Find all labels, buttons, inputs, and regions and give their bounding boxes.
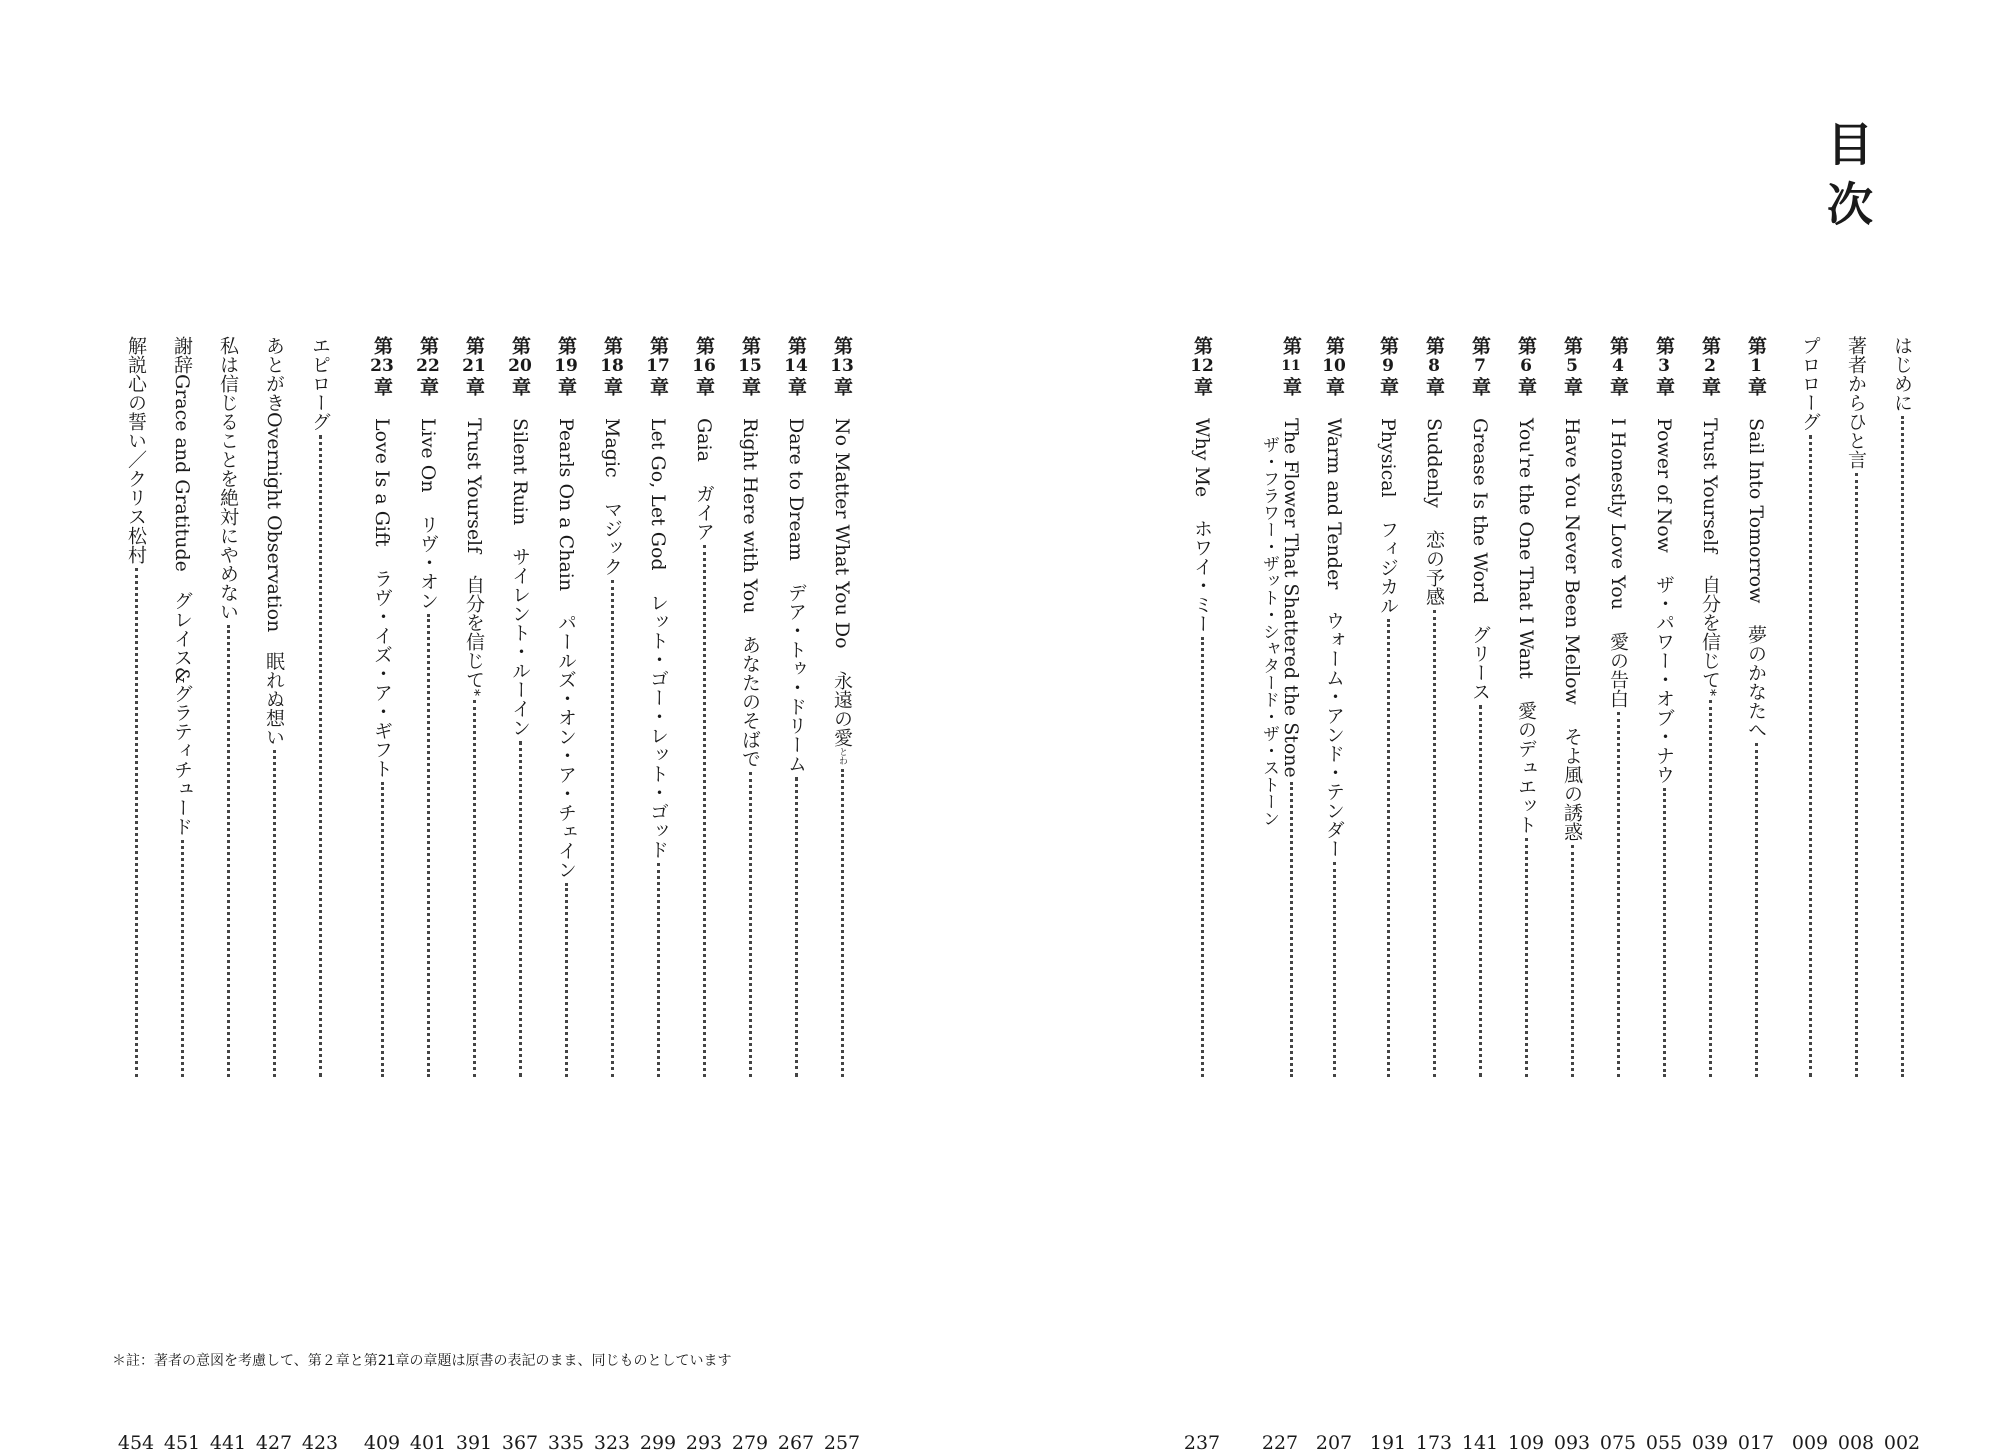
- entry-title: Magic: [601, 418, 623, 478]
- entry-title: 謝辞: [171, 336, 193, 374]
- chapter-prefix: 第: [371, 336, 393, 355]
- chapter-suffix: 章: [1323, 377, 1345, 396]
- chapter-number: 21: [462, 356, 486, 376]
- entry-subtitle: 自分を信じて: [463, 575, 485, 690]
- chapter-number: 3: [1658, 356, 1670, 376]
- chapter-number: 15: [738, 356, 762, 376]
- chapter-label: [1596, 336, 1640, 396]
- entry-subtitle: そよ風の誘惑: [1561, 726, 1583, 841]
- chapter-number: 13: [830, 356, 854, 376]
- entry-title: You're the One That I Want: [1515, 418, 1537, 679]
- dot-leader: [227, 625, 230, 1077]
- toc-entry-line: [406, 336, 450, 1081]
- chapter-number: 10: [1322, 356, 1346, 376]
- entry-subtitle: 心の誓い／クリス松村: [125, 374, 147, 564]
- dot-leader: [1201, 637, 1204, 1077]
- chapter-label: [544, 336, 588, 396]
- chapter-prefix: 第: [1191, 336, 1213, 355]
- chapter-number: 2: [1704, 356, 1716, 376]
- entry-title: Let Go, Let God: [647, 418, 669, 571]
- entry-subtitle: サイレント・ルーイン: [509, 547, 531, 738]
- entry-title: エピローグ: [309, 336, 331, 431]
- dot-leader: [1663, 788, 1666, 1077]
- toc-entry-line: [1280, 336, 1302, 1081]
- toc-entry-line: [1366, 336, 1410, 1081]
- chapter-suffix: 章: [1699, 377, 1721, 396]
- chapter-prefix: 第: [1280, 336, 1302, 355]
- chapter-label: [636, 336, 680, 396]
- chapter-number: 20: [508, 356, 532, 376]
- chapter-number: 14: [784, 356, 808, 376]
- page-number: 141: [1461, 1432, 1499, 1454]
- chapter-prefix: 第: [509, 336, 531, 355]
- entry-title: Why Me: [1191, 418, 1213, 498]
- chapter-label: [590, 336, 634, 396]
- entry-title: Pearls On a Chain: [555, 418, 577, 592]
- chapter-suffix: 章: [1515, 377, 1537, 396]
- entry-title: Power of Now: [1653, 418, 1675, 553]
- chapter-prefix: 第: [1423, 336, 1445, 355]
- chapter-suffix: 章: [1377, 377, 1399, 396]
- entry-title: プロローグ: [1799, 336, 1821, 431]
- dot-leader: [273, 750, 276, 1077]
- page-number: 391: [455, 1432, 493, 1454]
- chapter-suffix: 章: [1745, 377, 1767, 396]
- entry-subtitle: リヴ・オン: [417, 514, 439, 610]
- chapter-prefix: 第: [739, 336, 761, 355]
- entry-subtitle: 愛の告白: [1607, 631, 1629, 708]
- chapter-suffix: 章: [601, 377, 623, 396]
- chapter-number: 9: [1382, 356, 1394, 376]
- dot-leader: [703, 545, 706, 1077]
- chapter-prefix: 第: [1469, 336, 1491, 355]
- page-title: 目次: [1820, 120, 1874, 240]
- chapter-number: 4: [1612, 356, 1624, 376]
- chapter-suffix: 章: [1607, 377, 1629, 396]
- entry-title: Trust Yourself: [463, 418, 485, 554]
- entry-title: あとがき: [263, 336, 285, 412]
- toc-entry-line: [1458, 336, 1502, 1081]
- dot-leader: [749, 772, 752, 1077]
- toc-entry-line: [1550, 336, 1594, 1081]
- page-number: 279: [731, 1432, 769, 1454]
- chapter-prefix: 第: [555, 336, 577, 355]
- toc-entry-line: [820, 336, 864, 1081]
- page-number: 075: [1599, 1432, 1637, 1454]
- chapter-label: [1180, 336, 1224, 396]
- entry-subtitle: 愛のデュエット: [1515, 700, 1537, 834]
- entry-title: 著者からひと言: [1845, 336, 1867, 469]
- entry-subtitle: マジック: [601, 499, 623, 576]
- chapter-number: 1: [1750, 356, 1762, 376]
- chapter-number: 7: [1474, 356, 1486, 376]
- chapter-number: 8: [1428, 356, 1440, 376]
- toc-entry-line: [1180, 336, 1224, 1081]
- page-number: 039: [1691, 1432, 1729, 1454]
- chapter-label: [360, 336, 404, 396]
- chapter-label: [1642, 336, 1686, 396]
- dot-leader: [1525, 838, 1528, 1077]
- page-number: 093: [1553, 1432, 1591, 1454]
- chapter-label: [498, 336, 542, 396]
- entry-title: Sail Into Tomorrow: [1745, 418, 1767, 604]
- dot-leader: [319, 435, 322, 1077]
- chapter-prefix: 第: [601, 336, 623, 355]
- entry-title: The Flower That Shattered the Stone: [1280, 418, 1302, 778]
- chapter-label: [1550, 336, 1594, 396]
- page-number: 191: [1369, 1432, 1407, 1454]
- toc-entry-line: [774, 336, 818, 1081]
- page-number: 017: [1737, 1432, 1775, 1454]
- chapter-prefix: 第: [693, 336, 715, 355]
- chapter-prefix: 第: [785, 336, 807, 355]
- page-number: 409: [363, 1432, 401, 1454]
- entry-title: Have You Never Been Mellow: [1561, 418, 1583, 705]
- entry-title: Love Is a Gift: [371, 418, 393, 547]
- chapter-prefix: 第: [1323, 336, 1345, 355]
- toc-entry-line: [252, 336, 296, 1081]
- dot-leader: [1855, 473, 1858, 1077]
- footnote-marker: *: [466, 689, 482, 697]
- entry-subtitle: ガイア: [693, 483, 715, 541]
- page-number: 055: [1645, 1432, 1683, 1454]
- toc-entry-line: [1834, 336, 1878, 1081]
- page-number: 237: [1183, 1432, 1221, 1454]
- entry-subtitle: レット・ゴー・レット・ゴッド: [647, 592, 669, 859]
- page-number: 008: [1837, 1432, 1875, 1454]
- chapter-label: [1734, 336, 1778, 396]
- page-number: 427: [255, 1432, 293, 1454]
- toc-entry-line: [590, 336, 634, 1081]
- footnote: ＊註：著者の意図を考慮して、第２章と第21章の章題は原書の表記のまま、同じものとしています: [112, 1353, 732, 1369]
- chapter-prefix: 第: [1745, 336, 1767, 355]
- chapter-prefix: 第: [1607, 336, 1629, 355]
- entry-subtitle: Overnight Observation 眠れぬ想い: [263, 412, 285, 747]
- footnote-marker: *: [1702, 689, 1718, 697]
- chapter-suffix: 章: [831, 377, 853, 396]
- page-number: 173: [1415, 1432, 1453, 1454]
- chapter-suffix: 章: [371, 377, 393, 396]
- chapter-suffix: 章: [1191, 377, 1213, 396]
- entry-title: Dare to Dream: [785, 418, 807, 561]
- entry-title: I Honestly Love You: [1607, 418, 1629, 610]
- toc-entry-line: [114, 336, 158, 1081]
- ruby-reading: とわ: [837, 746, 847, 765]
- dot-leader: [1387, 619, 1390, 1077]
- entry-title: Physical: [1377, 418, 1399, 498]
- page-number: 293: [685, 1432, 723, 1454]
- chapter-number: 5: [1566, 356, 1578, 376]
- entry-subtitle: フィジカル: [1377, 519, 1399, 615]
- page-number: 423: [301, 1432, 339, 1454]
- dot-leader: [1617, 712, 1620, 1077]
- dot-leader: [1433, 610, 1436, 1077]
- dot-leader: [473, 700, 476, 1077]
- toc-entry-line: [298, 336, 342, 1081]
- chapter-label: [452, 336, 496, 396]
- chapter-number: 6: [1520, 356, 1532, 376]
- chapter-label: [820, 336, 864, 396]
- chapter-label: [1312, 336, 1356, 396]
- dot-leader: [381, 782, 384, 1077]
- entry-title: 私は信じることを絶対にやめない: [217, 336, 239, 621]
- dot-leader: [1479, 705, 1482, 1077]
- toc-entry-line: [1312, 336, 1356, 1081]
- entry-title: はじめに: [1891, 336, 1913, 412]
- page-number: 227: [1261, 1432, 1299, 1454]
- chapter-suffix: 章: [417, 377, 439, 396]
- chapter-suffix: 章: [555, 377, 577, 396]
- page-number: 323: [593, 1432, 631, 1454]
- chapter-suffix: 章: [693, 377, 715, 396]
- page-number: 441: [209, 1432, 247, 1454]
- entry-subtitle: ホワイ・ミー: [1191, 519, 1213, 634]
- chapter-prefix: 第: [1561, 336, 1583, 355]
- page-number: 451: [163, 1432, 201, 1454]
- toc-entry-line: [1642, 336, 1686, 1081]
- entry-title: 解説: [125, 336, 147, 374]
- entry-subtitle: ウォーム・アンド・テンダー: [1323, 611, 1345, 859]
- dot-leader: [1809, 435, 1812, 1077]
- dot-leader: [427, 614, 430, 1077]
- toc-entry-line: [1688, 336, 1732, 1081]
- chapter-suffix: 章: [739, 377, 761, 396]
- entry-subtitle: パールズ・オン・ア・チェイン: [555, 613, 577, 880]
- toc-entry-line: [1596, 336, 1640, 1081]
- chapter-number: 18: [600, 356, 624, 376]
- toc-entry-line: [160, 336, 204, 1081]
- entry-subtitle: 夢のかなたへ: [1745, 625, 1767, 740]
- entry-title: Live On: [417, 418, 439, 493]
- chapter-label: [682, 336, 726, 396]
- entry-title: Warm and Tender: [1323, 418, 1345, 590]
- toc-entry-line: [360, 336, 404, 1081]
- chapter-suffix: 章: [647, 377, 669, 396]
- chapter-number: 22: [416, 356, 440, 376]
- chapter-label: [1688, 336, 1732, 396]
- chapter-number: 16: [692, 356, 716, 376]
- toc-entry-line: [452, 336, 496, 1081]
- chapter-label: [728, 336, 772, 396]
- dot-leader: [841, 769, 844, 1077]
- chapter-label: [1280, 336, 1302, 396]
- toc-entry-line: [636, 336, 680, 1081]
- page-number: 009: [1791, 1432, 1829, 1454]
- entry-title: No Matter What You Do: [831, 418, 853, 649]
- entry-subtitle: Grace and Gratitude グレイス&グラティチュード: [171, 374, 193, 836]
- chapter-suffix: 章: [509, 377, 531, 396]
- toc-entry-line: [1880, 336, 1924, 1081]
- dot-leader: [657, 863, 660, 1077]
- chapter-suffix: 章: [463, 377, 485, 396]
- chapter-suffix: 章: [1280, 377, 1302, 396]
- toc-entry-line: [544, 336, 588, 1081]
- chapter-prefix: 第: [1515, 336, 1537, 355]
- entry-subtitle: 自分を信じて: [1699, 575, 1721, 690]
- page-number: 335: [547, 1432, 585, 1454]
- dot-leader: [1333, 862, 1336, 1077]
- toc-entry-line: [1788, 336, 1832, 1081]
- page-number: 109: [1507, 1432, 1545, 1454]
- toc-entry-line: [1504, 336, 1548, 1081]
- page-number: 002: [1883, 1432, 1921, 1454]
- entry-subtitle: グリース: [1469, 625, 1491, 702]
- chapter-number: 23: [370, 356, 394, 376]
- entry-title: Trust Yourself: [1699, 418, 1721, 554]
- entry-subtitle: 恋の予感: [1423, 529, 1445, 606]
- chapter-prefix: 第: [831, 336, 853, 355]
- chapter-label: [1458, 336, 1502, 396]
- dot-leader: [1901, 416, 1904, 1077]
- entry-subtitle-katakana: ザ・フラワー・ザット・シャタード・ザ・ストーン: [1259, 436, 1279, 827]
- chapter-label: [1412, 336, 1456, 396]
- toc-entry-line: [1412, 336, 1456, 1081]
- toc-entry-line: [1734, 336, 1778, 1081]
- chapter-prefix: 第: [1699, 336, 1721, 355]
- entry-subtitle: 永遠の愛: [831, 670, 853, 747]
- dot-leader: [1571, 845, 1574, 1077]
- page-number: 401: [409, 1432, 447, 1454]
- chapter-suffix: 章: [1423, 377, 1445, 396]
- dot-leader: [1755, 743, 1758, 1077]
- entry-subtitle: ザ・パワー・オブ・ナウ: [1653, 574, 1675, 784]
- chapter-suffix: 章: [785, 377, 807, 396]
- chapter-label: [406, 336, 450, 396]
- entry-title: Suddenly: [1423, 418, 1445, 508]
- toc-entry-line: [206, 336, 250, 1081]
- chapter-prefix: 第: [1377, 336, 1399, 355]
- page-number: 367: [501, 1432, 539, 1454]
- toc-entry-line: [498, 336, 542, 1081]
- chapter-number: 19: [554, 356, 578, 376]
- dot-leader: [565, 883, 568, 1077]
- entry-subtitle: デア・トゥ・ドリーム: [785, 582, 807, 773]
- chapter-prefix: 第: [647, 336, 669, 355]
- entry-title: Right Here with You: [739, 418, 761, 614]
- entry-title: Silent Ruin: [509, 418, 531, 526]
- chapter-number: 12: [1190, 356, 1214, 376]
- page-number: 257: [823, 1432, 861, 1454]
- dot-leader: [181, 840, 184, 1077]
- dot-leader: [611, 580, 614, 1077]
- chapter-suffix: 章: [1561, 377, 1583, 396]
- chapter-suffix: 章: [1653, 377, 1675, 396]
- dot-leader: [1290, 782, 1293, 1077]
- chapter-number: 17: [646, 356, 670, 376]
- toc-entry-line: [728, 336, 772, 1081]
- chapter-number: 11: [1281, 358, 1301, 374]
- chapter-label: [1504, 336, 1548, 396]
- toc-entry-line: [682, 336, 726, 1081]
- page-number: 207: [1315, 1432, 1353, 1454]
- entry-title: Gaia: [693, 418, 715, 462]
- page-number: 299: [639, 1432, 677, 1454]
- chapter-label: [1366, 336, 1410, 396]
- dot-leader: [519, 741, 522, 1077]
- entry-subtitle: あなたのそばで: [739, 635, 761, 769]
- dot-leader: [795, 777, 798, 1077]
- chapter-suffix: 章: [1469, 377, 1491, 396]
- entry-title: Grease Is the Word: [1469, 418, 1491, 604]
- chapter-label: [774, 336, 818, 396]
- dot-leader: [135, 568, 138, 1077]
- chapter-prefix: 第: [1653, 336, 1675, 355]
- entry-subtitle: ラヴ・イズ・ア・ギフト: [371, 568, 393, 778]
- chapter-prefix: 第: [417, 336, 439, 355]
- chapter-prefix: 第: [463, 336, 485, 355]
- dot-leader: [1709, 700, 1712, 1077]
- page-number: 454: [117, 1432, 155, 1454]
- page-number: 267: [777, 1432, 815, 1454]
